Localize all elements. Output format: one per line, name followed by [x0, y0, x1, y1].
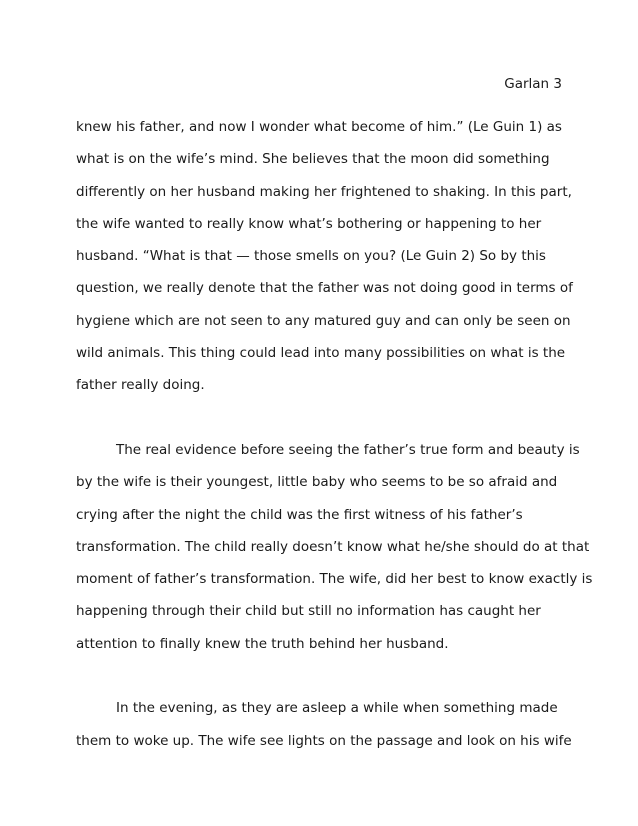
- paragraph-line: In the evening, as they are asleep a while when something made: [116, 700, 558, 717]
- paragraph-2: [76, 438, 593, 664]
- paragraph-line: happening through their child but still no information has caught her: [76, 603, 541, 620]
- paragraph-line: hygiene which are not seen to any matured guy and can only be seen on: [76, 312, 571, 329]
- paragraph-line: question, we really denote that the father was not doing good in terms of: [76, 280, 573, 297]
- page-header: [504, 76, 562, 92]
- paragraph-1: [76, 115, 576, 406]
- paragraph-line: by the wife is their youngest, little baby who seems to be so afraid and: [76, 474, 558, 491]
- paragraph-line: transformation. The child really doesn’t know what he/she should do at that: [76, 538, 590, 555]
- paragraph-spacer: [76, 406, 576, 438]
- paragraph-line: the wife wanted to really know what’s bothering or happening to her: [76, 215, 542, 232]
- document-body: [76, 115, 593, 761]
- paragraph-line: what is on the wife’s mind. She believes that the moon did something: [76, 151, 550, 168]
- paragraph-line: The real evidence before seeing the father’s true form and beauty is: [116, 441, 580, 458]
- paragraph-line: knew his father, and now I wonder what become of him.” (Le Guin 1) as: [76, 119, 562, 135]
- paragraph-spacer: [76, 664, 576, 696]
- paragraph-3: [76, 696, 576, 761]
- paragraph-line: moment of father’s transformation. The wife, did her best to know exactly is: [76, 571, 593, 588]
- page-header-label: Garlan 3: [504, 76, 562, 92]
- paragraph-line: crying after the night the child was the first witness of his father’s: [76, 506, 523, 523]
- paragraph-line: them to woke up. The wife see lights on the passage and look on his wife: [76, 732, 572, 749]
- paragraph-line: wild animals. This thing could lead into many possibilities on what is the: [76, 345, 566, 362]
- paragraph-line: differently on her husband making her frightened to shaking. In this part,: [76, 183, 572, 200]
- paragraph-line: attention to finally knew the truth behind her husband.: [76, 635, 449, 652]
- paragraph-line: father really doing.: [76, 377, 205, 394]
- paragraph-line: husband. “What is that — those smells on you? (Le Guin 2) So by this: [76, 248, 546, 265]
